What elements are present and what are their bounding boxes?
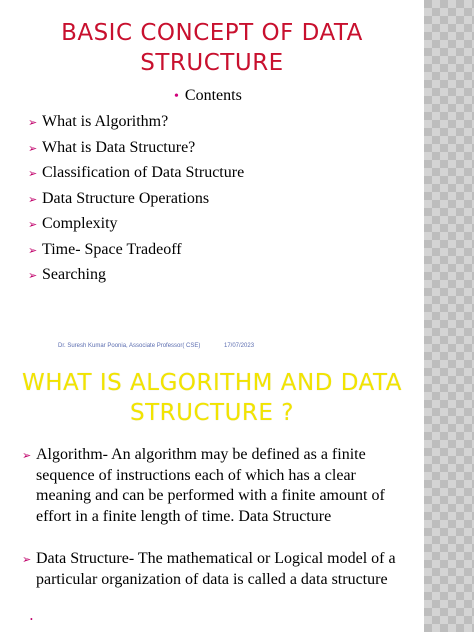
- list-item: ➢ Searching: [28, 263, 244, 289]
- title-line-2: STRUCTURE: [140, 50, 284, 76]
- list-item: ➢ What is Data Structure?: [28, 136, 244, 162]
- title-line-1: BASIC CONCEPT OF DATA: [61, 20, 363, 46]
- contents-label: Contents: [184, 87, 242, 104]
- arrow-bullet-icon: ➢: [28, 244, 38, 257]
- arrow-bullet-icon: ➢: [28, 117, 38, 129]
- data-structure-definition: [22, 549, 398, 590]
- decorative-pattern-strip: [424, 0, 474, 632]
- algorithm-definition-text: Algorithm- An algorithm may be defined as a finite sequence of instructions each of which has a clear meaning and can be performed with a finite amount of effort in a finite length of time. Data Structure: [36, 446, 385, 525]
- title-line-2: STRUCTURE ?: [130, 400, 294, 426]
- bullet-dot-icon: •: [174, 89, 179, 104]
- list-item: ➢ Classification of Data Structure: [28, 161, 244, 187]
- data-structure-definition-text: Data Structure- The mathematical or Logical model of a particular organization of data is called a data structure: [36, 550, 396, 588]
- slide-title: [0, 368, 424, 428]
- footer-date: 17/07/2023: [224, 343, 255, 349]
- list-item: ➢ Data Structure Operations: [28, 187, 244, 213]
- arrow-bullet-icon: ➢: [28, 142, 38, 155]
- algorithm-definition: [22, 445, 398, 527]
- arrow-bullet-icon: ➢: [28, 193, 38, 206]
- bullet-dot-icon: •: [30, 615, 33, 624]
- list-item: ➢ What is Algorithm?: [28, 110, 244, 136]
- footer-author: Dr. Suresh Kumar Poonia, Associate Professor( CSE): [58, 343, 201, 349]
- list-item: ➢ Time- Space Tradeoff: [28, 238, 244, 264]
- arrow-bullet-icon: ➢: [22, 450, 32, 462]
- arrow-bullet-icon: ➢: [28, 219, 38, 231]
- list-item: ➢ Complexity: [28, 212, 244, 238]
- title-line-1: WHAT IS ALGORITHM AND DATA: [22, 370, 402, 396]
- contents-heading: [174, 87, 242, 105]
- slide-title: [0, 18, 424, 78]
- arrow-bullet-icon: ➢: [22, 554, 32, 566]
- contents-list: [28, 110, 244, 289]
- arrow-bullet-icon: ➢: [28, 270, 38, 282]
- arrow-bullet-icon: ➢: [28, 168, 38, 180]
